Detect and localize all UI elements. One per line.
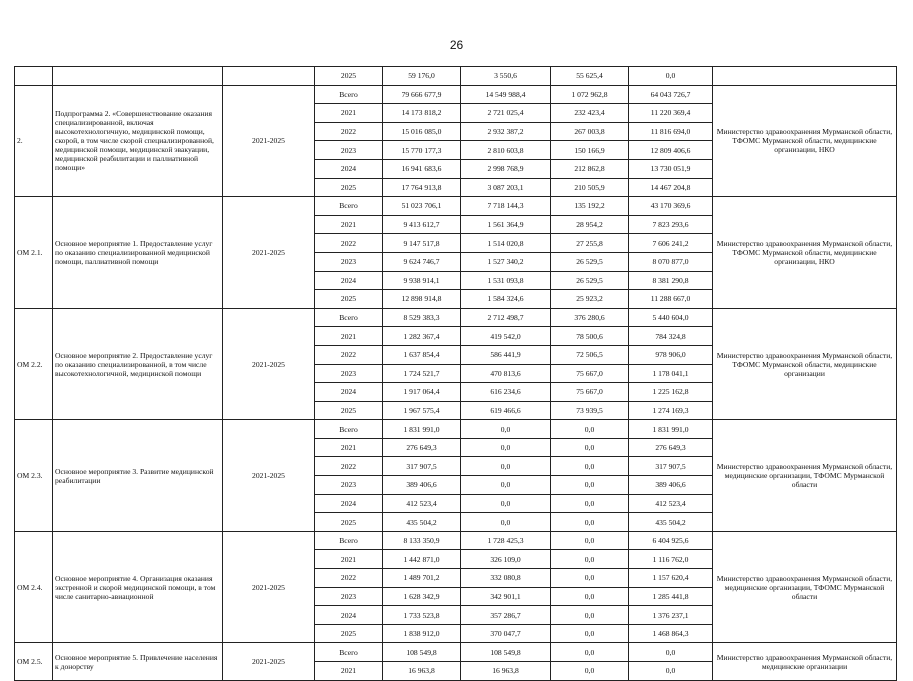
value-cell: 26 529,5 xyxy=(551,252,629,271)
value-cell: 0,0 xyxy=(551,624,629,643)
name-cell: Основное мероприятие 3. Развитие медицинской реабилитации xyxy=(53,420,223,532)
value-cell: 210 505,9 xyxy=(551,178,629,197)
value-cell: 1 527 340,2 xyxy=(461,252,551,271)
value-cell: 389 406,6 xyxy=(629,476,713,495)
value-cell: 11 288 667,0 xyxy=(629,290,713,309)
year-cell: 2025 xyxy=(315,178,383,197)
year-cell: 2025 xyxy=(315,401,383,420)
value-cell: 72 506,5 xyxy=(551,345,629,364)
value-cell: 13 730 051,9 xyxy=(629,159,713,178)
executor-cell: Министерство здравоохранения Мурманской области, медицинские организации, ТФОМС Мурманской области xyxy=(713,531,897,643)
period-cell: 2021-2025 xyxy=(223,643,315,680)
executor-cell: Министерство здравоохранения Мурманской области, медицинские организации, ТФОМС Мурманской области xyxy=(713,420,897,532)
code-cell: 2. xyxy=(15,85,53,197)
period-cell xyxy=(223,67,315,86)
table-row xyxy=(15,643,897,662)
value-cell: 135 192,2 xyxy=(551,197,629,216)
code-cell: ОМ 2.3. xyxy=(15,420,53,532)
value-cell: 2 721 025,4 xyxy=(461,104,551,123)
year-cell: 2023 xyxy=(315,476,383,495)
value-cell: 0,0 xyxy=(551,438,629,457)
year-cell: 2025 xyxy=(315,290,383,309)
year-cell: Всего xyxy=(315,420,383,439)
value-cell: 784 324,8 xyxy=(629,327,713,346)
value-cell: 317 907,5 xyxy=(383,457,461,476)
table-row xyxy=(15,420,897,439)
value-cell: 150 166,9 xyxy=(551,141,629,160)
value-cell: 8 529 383,3 xyxy=(383,308,461,327)
period-cell: 2021-2025 xyxy=(223,85,315,197)
value-cell: 51 023 706,1 xyxy=(383,197,461,216)
year-cell: 2024 xyxy=(315,271,383,290)
value-cell: 9 624 746,7 xyxy=(383,252,461,271)
value-cell: 1 282 367,4 xyxy=(383,327,461,346)
value-cell: 73 939,5 xyxy=(551,401,629,420)
value-cell: 16 963,8 xyxy=(461,662,551,681)
value-cell: 1 489 701,2 xyxy=(383,569,461,588)
year-cell: 2024 xyxy=(315,606,383,625)
value-cell: 1 584 324,6 xyxy=(461,290,551,309)
period-cell: 2021-2025 xyxy=(223,308,315,420)
table-row xyxy=(15,85,897,104)
value-cell: 1 733 523,8 xyxy=(383,606,461,625)
value-cell: 0,0 xyxy=(551,606,629,625)
value-cell: 0,0 xyxy=(551,420,629,439)
value-cell: 586 441,9 xyxy=(461,345,551,364)
value-cell: 2 998 768,9 xyxy=(461,159,551,178)
name-cell: Основное мероприятие 5. Привлечение населения к донорству xyxy=(53,643,223,680)
year-cell: 2024 xyxy=(315,494,383,513)
year-cell: 2025 xyxy=(315,513,383,532)
year-cell: 2022 xyxy=(315,345,383,364)
value-cell: 0,0 xyxy=(461,457,551,476)
value-cell: 28 954,2 xyxy=(551,215,629,234)
value-cell: 6 404 925,6 xyxy=(629,531,713,550)
year-cell: 2021 xyxy=(315,104,383,123)
table-row xyxy=(15,197,897,216)
value-cell: 75 667,0 xyxy=(551,383,629,402)
name-cell xyxy=(53,67,223,86)
value-cell: 14 173 818,2 xyxy=(383,104,461,123)
value-cell: 0,0 xyxy=(551,587,629,606)
period-cell: 2021-2025 xyxy=(223,197,315,309)
code-cell: ОМ 2.4. xyxy=(15,531,53,643)
year-cell: 2021 xyxy=(315,438,383,457)
value-cell: 435 504,2 xyxy=(383,513,461,532)
value-cell: 2 932 387,2 xyxy=(461,122,551,141)
value-cell: 12 809 406,6 xyxy=(629,141,713,160)
year-cell: Всего xyxy=(315,85,383,104)
year-cell: 2022 xyxy=(315,457,383,476)
value-cell: 0,0 xyxy=(461,513,551,532)
value-cell: 2 712 498,7 xyxy=(461,308,551,327)
executor-cell: Министерство здравоохранения Мурманской области, ТФОМС Мурманской области, медицинские организации xyxy=(713,308,897,420)
executor-cell xyxy=(713,67,897,86)
value-cell: 14 467 204,8 xyxy=(629,178,713,197)
budget-table xyxy=(14,66,897,681)
value-cell: 8 070 877,0 xyxy=(629,252,713,271)
value-cell: 619 466,6 xyxy=(461,401,551,420)
value-cell: 419 542,0 xyxy=(461,327,551,346)
year-cell: Всего xyxy=(315,643,383,662)
year-cell: 2023 xyxy=(315,587,383,606)
value-cell: 0,0 xyxy=(551,494,629,513)
year-cell: 2023 xyxy=(315,252,383,271)
value-cell: 55 625,4 xyxy=(551,67,629,86)
year-cell: 2023 xyxy=(315,364,383,383)
value-cell: 470 813,6 xyxy=(461,364,551,383)
value-cell: 17 764 913,8 xyxy=(383,178,461,197)
value-cell: 276 649,3 xyxy=(629,438,713,457)
value-cell: 25 923,2 xyxy=(551,290,629,309)
value-cell: 1 531 093,8 xyxy=(461,271,551,290)
year-cell: Всего xyxy=(315,308,383,327)
value-cell: 3 550,6 xyxy=(461,67,551,86)
value-cell: 1 157 620,4 xyxy=(629,569,713,588)
table-row xyxy=(15,308,897,327)
year-cell: 2022 xyxy=(315,569,383,588)
name-cell: Основное мероприятие 4. Организация оказания экстренной и скорой медицинской помощи, в том числе санитарно-авиационной xyxy=(53,531,223,643)
value-cell: 267 003,8 xyxy=(551,122,629,141)
value-cell: 0,0 xyxy=(551,643,629,662)
value-cell: 9 413 612,7 xyxy=(383,215,461,234)
value-cell: 108 549,8 xyxy=(461,643,551,662)
value-cell: 12 898 914,8 xyxy=(383,290,461,309)
value-cell: 1 724 521,7 xyxy=(383,364,461,383)
value-cell: 1 274 169,3 xyxy=(629,401,713,420)
value-cell: 326 109,0 xyxy=(461,550,551,569)
value-cell: 0,0 xyxy=(629,643,713,662)
name-cell: Основное мероприятие 1. Предоставление услуг по оказанию специализированной медицинской помощи, паллиативной помощи xyxy=(53,197,223,309)
year-cell: 2023 xyxy=(315,141,383,160)
value-cell: 332 080,8 xyxy=(461,569,551,588)
value-cell: 75 667,0 xyxy=(551,364,629,383)
period-cell: 2021-2025 xyxy=(223,531,315,643)
value-cell: 7 718 144,3 xyxy=(461,197,551,216)
year-cell: 2025 xyxy=(315,67,383,86)
page-number: 26 xyxy=(449,38,464,52)
value-cell: 1 376 237,1 xyxy=(629,606,713,625)
value-cell: 11 220 369,4 xyxy=(629,104,713,123)
value-cell: 0,0 xyxy=(461,494,551,513)
value-cell: 11 816 694,0 xyxy=(629,122,713,141)
value-cell: 16 941 683,6 xyxy=(383,159,461,178)
value-cell: 16 963,8 xyxy=(383,662,461,681)
value-cell: 1 072 962,8 xyxy=(551,85,629,104)
value-cell: 108 549,8 xyxy=(383,643,461,662)
value-cell: 1 831 991,0 xyxy=(383,420,461,439)
value-cell: 0,0 xyxy=(551,513,629,532)
value-cell: 1 838 912,0 xyxy=(383,624,461,643)
value-cell: 1 442 871,0 xyxy=(383,550,461,569)
value-cell: 27 255,8 xyxy=(551,234,629,253)
name-cell: Подпрограмма 2. «Совершенствование оказания специализированной, включая высокотехнологичную, медицинской помощи, скорой, в том числе скорой специализированной, медицинской помощи, медицинской эвакуации, медицинской реабилитации и паллиативной помощи» xyxy=(53,85,223,197)
value-cell: 0,0 xyxy=(461,420,551,439)
value-cell: 1 628 342,9 xyxy=(383,587,461,606)
value-cell: 1 116 762,0 xyxy=(629,550,713,569)
value-cell: 2 810 603,8 xyxy=(461,141,551,160)
value-cell: 412 523,4 xyxy=(629,494,713,513)
period-cell: 2021-2025 xyxy=(223,420,315,532)
value-cell: 376 280,6 xyxy=(551,308,629,327)
value-cell: 357 286,7 xyxy=(461,606,551,625)
year-cell: 2025 xyxy=(315,624,383,643)
value-cell: 0,0 xyxy=(629,67,713,86)
year-cell: Всего xyxy=(315,197,383,216)
value-cell: 0,0 xyxy=(461,476,551,495)
value-cell: 1 831 991,0 xyxy=(629,420,713,439)
value-cell: 1 637 854,4 xyxy=(383,345,461,364)
value-cell: 1 285 441,8 xyxy=(629,587,713,606)
year-cell: 2022 xyxy=(315,122,383,141)
year-cell: 2024 xyxy=(315,159,383,178)
value-cell: 0,0 xyxy=(629,662,713,681)
value-cell: 64 043 726,7 xyxy=(629,85,713,104)
value-cell: 0,0 xyxy=(461,438,551,457)
year-cell: 2024 xyxy=(315,383,383,402)
value-cell: 978 906,0 xyxy=(629,345,713,364)
name-cell: Основное мероприятие 2. Предоставление услуг по оказанию специализированной, в том числе высокотехнологичной, медицинской помощи xyxy=(53,308,223,420)
value-cell: 0,0 xyxy=(551,569,629,588)
value-cell: 1 561 364,9 xyxy=(461,215,551,234)
value-cell: 435 504,2 xyxy=(629,513,713,532)
value-cell: 43 170 369,6 xyxy=(629,197,713,216)
executor-cell: Министерство здравоохранения Мурманской области, ТФОМС Мурманской области, медицинские организации, НКО xyxy=(713,85,897,197)
value-cell: 370 047,7 xyxy=(461,624,551,643)
value-cell: 7 606 241,2 xyxy=(629,234,713,253)
code-cell: ОМ 2.2. xyxy=(15,308,53,420)
value-cell: 0,0 xyxy=(551,531,629,550)
value-cell: 0,0 xyxy=(551,662,629,681)
code-cell xyxy=(15,67,53,86)
value-cell: 1 728 425,3 xyxy=(461,531,551,550)
value-cell: 317 907,5 xyxy=(629,457,713,476)
year-cell: Всего xyxy=(315,531,383,550)
value-cell: 412 523,4 xyxy=(383,494,461,513)
table-row xyxy=(15,531,897,550)
value-cell: 78 500,6 xyxy=(551,327,629,346)
value-cell: 1 917 064,4 xyxy=(383,383,461,402)
table-row xyxy=(15,67,897,86)
value-cell: 342 901,1 xyxy=(461,587,551,606)
value-cell: 14 549 988,4 xyxy=(461,85,551,104)
value-cell: 232 423,4 xyxy=(551,104,629,123)
value-cell: 8 381 290,8 xyxy=(629,271,713,290)
value-cell: 5 440 604,0 xyxy=(629,308,713,327)
value-cell: 276 649,3 xyxy=(383,438,461,457)
value-cell: 15 770 177,3 xyxy=(383,141,461,160)
year-cell: 2021 xyxy=(315,327,383,346)
value-cell: 9 938 914,1 xyxy=(383,271,461,290)
value-cell: 1 225 162,8 xyxy=(629,383,713,402)
value-cell: 1 178 041,1 xyxy=(629,364,713,383)
value-cell: 0,0 xyxy=(551,457,629,476)
value-cell: 0,0 xyxy=(551,550,629,569)
code-cell: ОМ 2.1. xyxy=(15,197,53,309)
value-cell: 26 529,5 xyxy=(551,271,629,290)
code-cell: ОМ 2.5. xyxy=(15,643,53,680)
value-cell: 0,0 xyxy=(551,476,629,495)
year-cell: 2022 xyxy=(315,234,383,253)
value-cell: 616 234,6 xyxy=(461,383,551,402)
value-cell: 9 147 517,8 xyxy=(383,234,461,253)
value-cell: 15 016 085,0 xyxy=(383,122,461,141)
value-cell: 3 087 203,1 xyxy=(461,178,551,197)
value-cell: 212 862,8 xyxy=(551,159,629,178)
year-cell: 2021 xyxy=(315,215,383,234)
value-cell: 79 666 677,9 xyxy=(383,85,461,104)
executor-cell: Министерство здравоохранения Мурманской области, медицинские организации xyxy=(713,643,897,680)
value-cell: 8 133 350,9 xyxy=(383,531,461,550)
value-cell: 1 967 575,4 xyxy=(383,401,461,420)
value-cell: 1 468 864,3 xyxy=(629,624,713,643)
year-cell: 2021 xyxy=(315,550,383,569)
value-cell: 7 823 293,6 xyxy=(629,215,713,234)
year-cell: 2021 xyxy=(315,662,383,681)
value-cell: 59 176,0 xyxy=(383,67,461,86)
executor-cell: Министерство здравоохранения Мурманской области, ТФОМС Мурманской области, медицинские организации, НКО xyxy=(713,197,897,309)
value-cell: 1 514 020,8 xyxy=(461,234,551,253)
value-cell: 389 406,6 xyxy=(383,476,461,495)
